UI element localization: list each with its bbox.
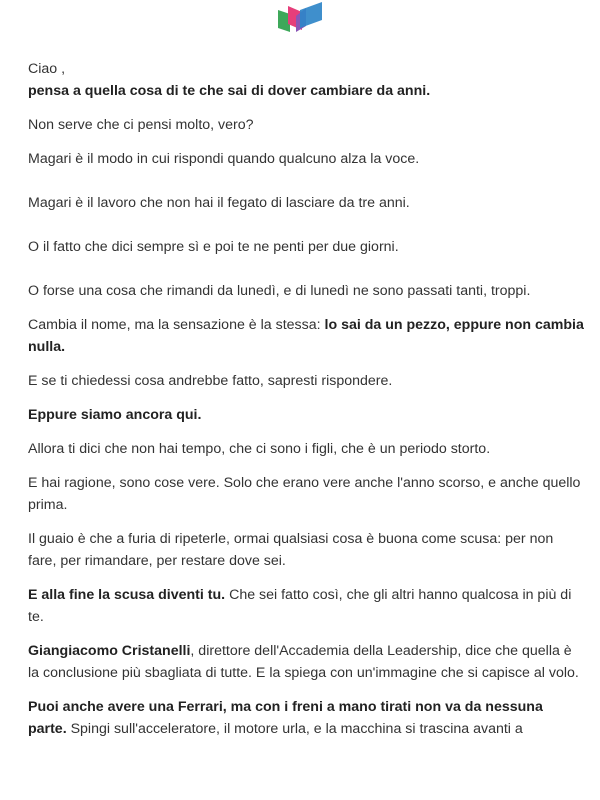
paragraph-bold: E alla fine la scusa diventi tu.	[28, 587, 226, 603]
email-body	[28, 58, 584, 740]
greeting: Ciao ,	[28, 61, 66, 77]
paragraph: Magari è il modo in cui rispondi quando qualcuno alza la voce.	[28, 151, 420, 167]
paragraph	[28, 640, 584, 684]
paragraph-text: Che sei fatto così, che gli altri hanno qualcosa in più di te.	[28, 587, 572, 625]
paragraph-bold: lo sai da un pezzo, eppure non cambia nulla.	[28, 317, 584, 355]
paragraph: E hai ragione, sono cose vere. Solo che erano vere anche l'anno scorso, e anche quello prima.	[28, 475, 581, 513]
paragraph: Magari è il lavoro che non hai il fegato di lasciare da tre anni.	[28, 195, 410, 211]
paragraph	[28, 696, 584, 740]
paragraph: Eppure siamo ancora qui.	[28, 407, 202, 423]
paragraph	[28, 314, 584, 358]
paragraph-text: Cambia il nome, ma la sensazione è la stessa:	[28, 317, 325, 333]
paragraph: Allora ti dici che non hai tempo, che ci sono i figli, che è un periodo storto.	[28, 441, 491, 457]
paragraph-text: Spingi sull'acceleratore, il motore urla, e la macchina si trascina avanti a	[66, 721, 523, 737]
brand-logo-icon[interactable]	[276, 0, 324, 36]
paragraph-text: , direttore dell'Accademia della Leadership, dice che quella è la conclusione più sbagliata di tutte. E la spiega con un'immagine che si capisce al volo.	[28, 643, 579, 681]
person-name: Giangiacomo Cristanelli	[28, 643, 191, 659]
paragraph: O il fatto che dici sempre sì e poi te ne penti per due giorni.	[28, 239, 399, 255]
paragraph	[28, 584, 584, 628]
email-header	[0, 0, 600, 46]
paragraph: O forse una cosa che rimandi da lunedì, e di lunedì ne sono passati tanti, troppi.	[28, 283, 531, 299]
subheading: pensa a quella cosa di te che sai di dover cambiare da anni.	[28, 83, 431, 99]
paragraph: E se ti chiedessi cosa andrebbe fatto, sapresti rispondere.	[28, 373, 393, 389]
paragraph: Non serve che ci pensi molto, vero?	[28, 117, 254, 133]
paragraph: Il guaio è che a furia di ripeterle, ormai qualsiasi cosa è buona come scusa: per non fare, per rimandare, per restare dove sei.	[28, 531, 554, 569]
paragraph-bold: Puoi anche avere una Ferrari, ma con i freni a mano tirati non va da nessuna parte.	[28, 699, 543, 737]
